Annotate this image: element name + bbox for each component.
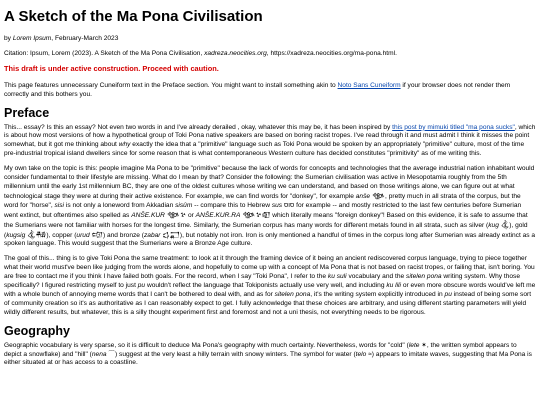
text: is not only a loneword from Akkadian bbox=[64, 201, 176, 209]
text: ), but notably not iron. Iron is only mentioned a handful of times in the corpus long after Sumerian was already extinct as a spoken language. This would suggest that the Sumerians were a Bronze Age culture. bbox=[4, 231, 536, 248]
citation-url: , https://xadreza.neocities.org/ma-pona.html. bbox=[266, 49, 397, 57]
text: vocabulary and the bbox=[346, 273, 407, 281]
hill-glyph: ⌒ bbox=[108, 350, 115, 358]
text: or even more obscure words would've left me with a whole bunch of annoying meme words that I can't be bothered to deal with, and as for bbox=[4, 282, 536, 298]
term: ANŠE.KUR bbox=[131, 211, 165, 219]
cuneiform-glyph: 𒀲 bbox=[371, 191, 386, 200]
text: wouldn't reflect the language that Tokiponists actually use very well, and including bbox=[145, 282, 387, 290]
term: kug bbox=[488, 221, 499, 229]
term: pu bbox=[444, 290, 452, 298]
text: writing system. Why those specifically? I figured restricting myself to just bbox=[4, 273, 520, 290]
cuneiform-glyph: 𒆬𒄀 bbox=[27, 230, 47, 239]
cuneiform-glyph: 𒍐 bbox=[91, 230, 103, 239]
text: ) suggest at the very least a hilly terrain with snowy winters. The symbol for water ( bbox=[115, 350, 356, 358]
term: urud bbox=[76, 231, 90, 239]
snowflake-glyph: ✶ bbox=[421, 341, 427, 349]
text: This... essay? Is this an essay? Not even two words in and I've already derailed , okay, whatever this may be, it has been inspired by bbox=[4, 123, 393, 131]
text: ), copper ( bbox=[46, 231, 77, 239]
mimuki-post-link[interactable]: this post by mimuki titled "ma pona sucks" bbox=[392, 123, 515, 131]
page-title: A Sketch of the Ma Pona Civilisation bbox=[4, 8, 263, 25]
text: , pretty much in all strata of the corpus, but the word for "horse", bbox=[4, 192, 521, 209]
text: Geographic vocabulary is very sparse, so it is difficult to deduce Ma Pona's geography with much certainty. Nevertheless, words for "cold" ( bbox=[4, 341, 409, 349]
term: telo bbox=[355, 350, 367, 358]
text: -- compare this to Hebrew bbox=[192, 201, 272, 209]
text: The goal of this... thing is to give Toki Pona the same treatment: to look at it through the framing device of it being an ancient rediscovered corpus language, trying to piece together what their world must've been like judging from the words alone, and hopefully to come up with a concept of Ma Pona that is not based on racist tropes, or failing that, isn't boring. You are free to contact me if you think I have failed both goals. For the record, when I say "Toki Pona", I refer to the bbox=[4, 255, 535, 281]
text: , which is about how most versions of how a hypothetical group of Toki Pona native speakers are based on boring racist tropes. I've read through it and must admit I think it misses the point somewhat, but it got me thinking about bbox=[4, 123, 536, 149]
cuneiform-glyph: 𒌓𒂷 bbox=[162, 230, 180, 239]
citation-site: xadreza.neocities.org bbox=[204, 49, 267, 57]
term: anše bbox=[355, 192, 371, 200]
notice-text: This page features unnecessary Cuneiform text in the Preface section. You might want to install something akin to bbox=[4, 81, 338, 89]
term: ku lili bbox=[386, 282, 401, 290]
draft-warning: This draft is under active construction. Proceed with caution. bbox=[4, 63, 219, 73]
text: My own take on the topic is this: people imagine Ma Pona to be "primitive" because the lack of words for concepts and technologies that the average industrial nation inhabitant would consider fundamental to their lifestyle are missing. What do I mean by that? Consider the following: the Sumerian civilisation was active in Mesopotamia roughly from the 5th millennium until the early 1st millennium BC, they are one of the oldest cultures whose writing we can understand, and based on those writings alone, we can figure out at what technological stage they were at during their active existence. For example, we can find words for "donkey", for example bbox=[4, 165, 535, 200]
hebrew-glyph: סוס bbox=[283, 201, 295, 209]
term: sus bbox=[271, 201, 283, 209]
text: ), gold ( bbox=[4, 221, 528, 239]
geography-heading: Geography bbox=[4, 323, 70, 338]
text: which literally means "foreign donkey"! Based on this evidence, it is safe to assume that the Sumerians were not familiar with horses for the longest time. Similarly, the Sumerian corpus has many words for different metals found in all strata, such as silver ( bbox=[4, 211, 528, 229]
term: sitelen pona bbox=[406, 273, 442, 281]
byline-by: by bbox=[4, 35, 11, 42]
term: nena bbox=[91, 350, 107, 358]
preface-paragraph-1 bbox=[4, 124, 536, 160]
geography-paragraph-1 bbox=[4, 342, 536, 369]
emphasis: why bbox=[118, 141, 131, 149]
term: kugsig bbox=[6, 231, 26, 239]
cuneiform-glyph: 𒆬 bbox=[500, 220, 510, 229]
text: instead of being some sort of community creation so it's as authoritative as I can reasonably expect to get. I fully acknowledge that these choices are arbitrary, and using different starting parameters will yield wildly different results, but whatever, this is a silly thought experiment first and foremost and not a uni thesis, not everything needs to be rigorous. bbox=[4, 290, 532, 316]
term: sitelen pona bbox=[274, 290, 311, 298]
term: sisûm bbox=[175, 201, 193, 209]
citation-text: Citation: Ipsum, Lorem (2023). A Sketch of the Ma Pona Civilisation, bbox=[4, 49, 205, 57]
text: or bbox=[186, 211, 196, 219]
cuneiform-glyph: 𒀲𒆳 bbox=[166, 210, 187, 219]
water-glyph: ≈ bbox=[368, 350, 372, 358]
term: ANŠE.KUR.RA bbox=[195, 211, 241, 219]
text: , the written symbol appears to depict a snowflake) and "hill" ( bbox=[4, 341, 517, 358]
preface-paragraph-2 bbox=[4, 165, 536, 249]
cuneiform-glyph: 𒀲𒆳𒊏 bbox=[242, 210, 271, 219]
text: ) appears to imitate waves, suggesting that Ma Pona is either situated at or has access to a coastline. bbox=[4, 350, 532, 367]
byline-author: Lorem Ipsum bbox=[12, 35, 52, 42]
term: lete bbox=[408, 341, 420, 349]
term: sisi bbox=[54, 201, 65, 209]
noto-font-link[interactable]: Noto Sans Cuneiform bbox=[337, 81, 401, 89]
text: , it's the writing system explicitly introduced in bbox=[310, 290, 445, 298]
notice-text-end: if your browser does not render them correctly and this bothers you. bbox=[4, 81, 511, 98]
byline-date: , February-March 2023 bbox=[51, 35, 119, 42]
term: pu bbox=[137, 282, 146, 290]
preface-heading: Preface bbox=[4, 105, 50, 120]
text: for example -- and mostly restricted to the last few centuries before Sumerian went extinct, but oftentimes also spelled as bbox=[4, 201, 522, 219]
text: exactly the idea that a "primitive" language such as Toki Pona would be spoken by an appropriately "primitive" culture, most of the time pre-industrial tropical island dwellers since for some reason that is what contemporaneous Western culture has decided constitutes "primitivity" as of me writing this. bbox=[4, 141, 525, 158]
term: ku suli bbox=[327, 273, 347, 281]
preface-paragraph-3 bbox=[4, 255, 536, 317]
text: ) and bronze ( bbox=[102, 231, 144, 239]
byline bbox=[4, 35, 536, 44]
term: zabar bbox=[144, 231, 161, 239]
font-notice bbox=[4, 82, 536, 100]
citation bbox=[4, 50, 536, 59]
